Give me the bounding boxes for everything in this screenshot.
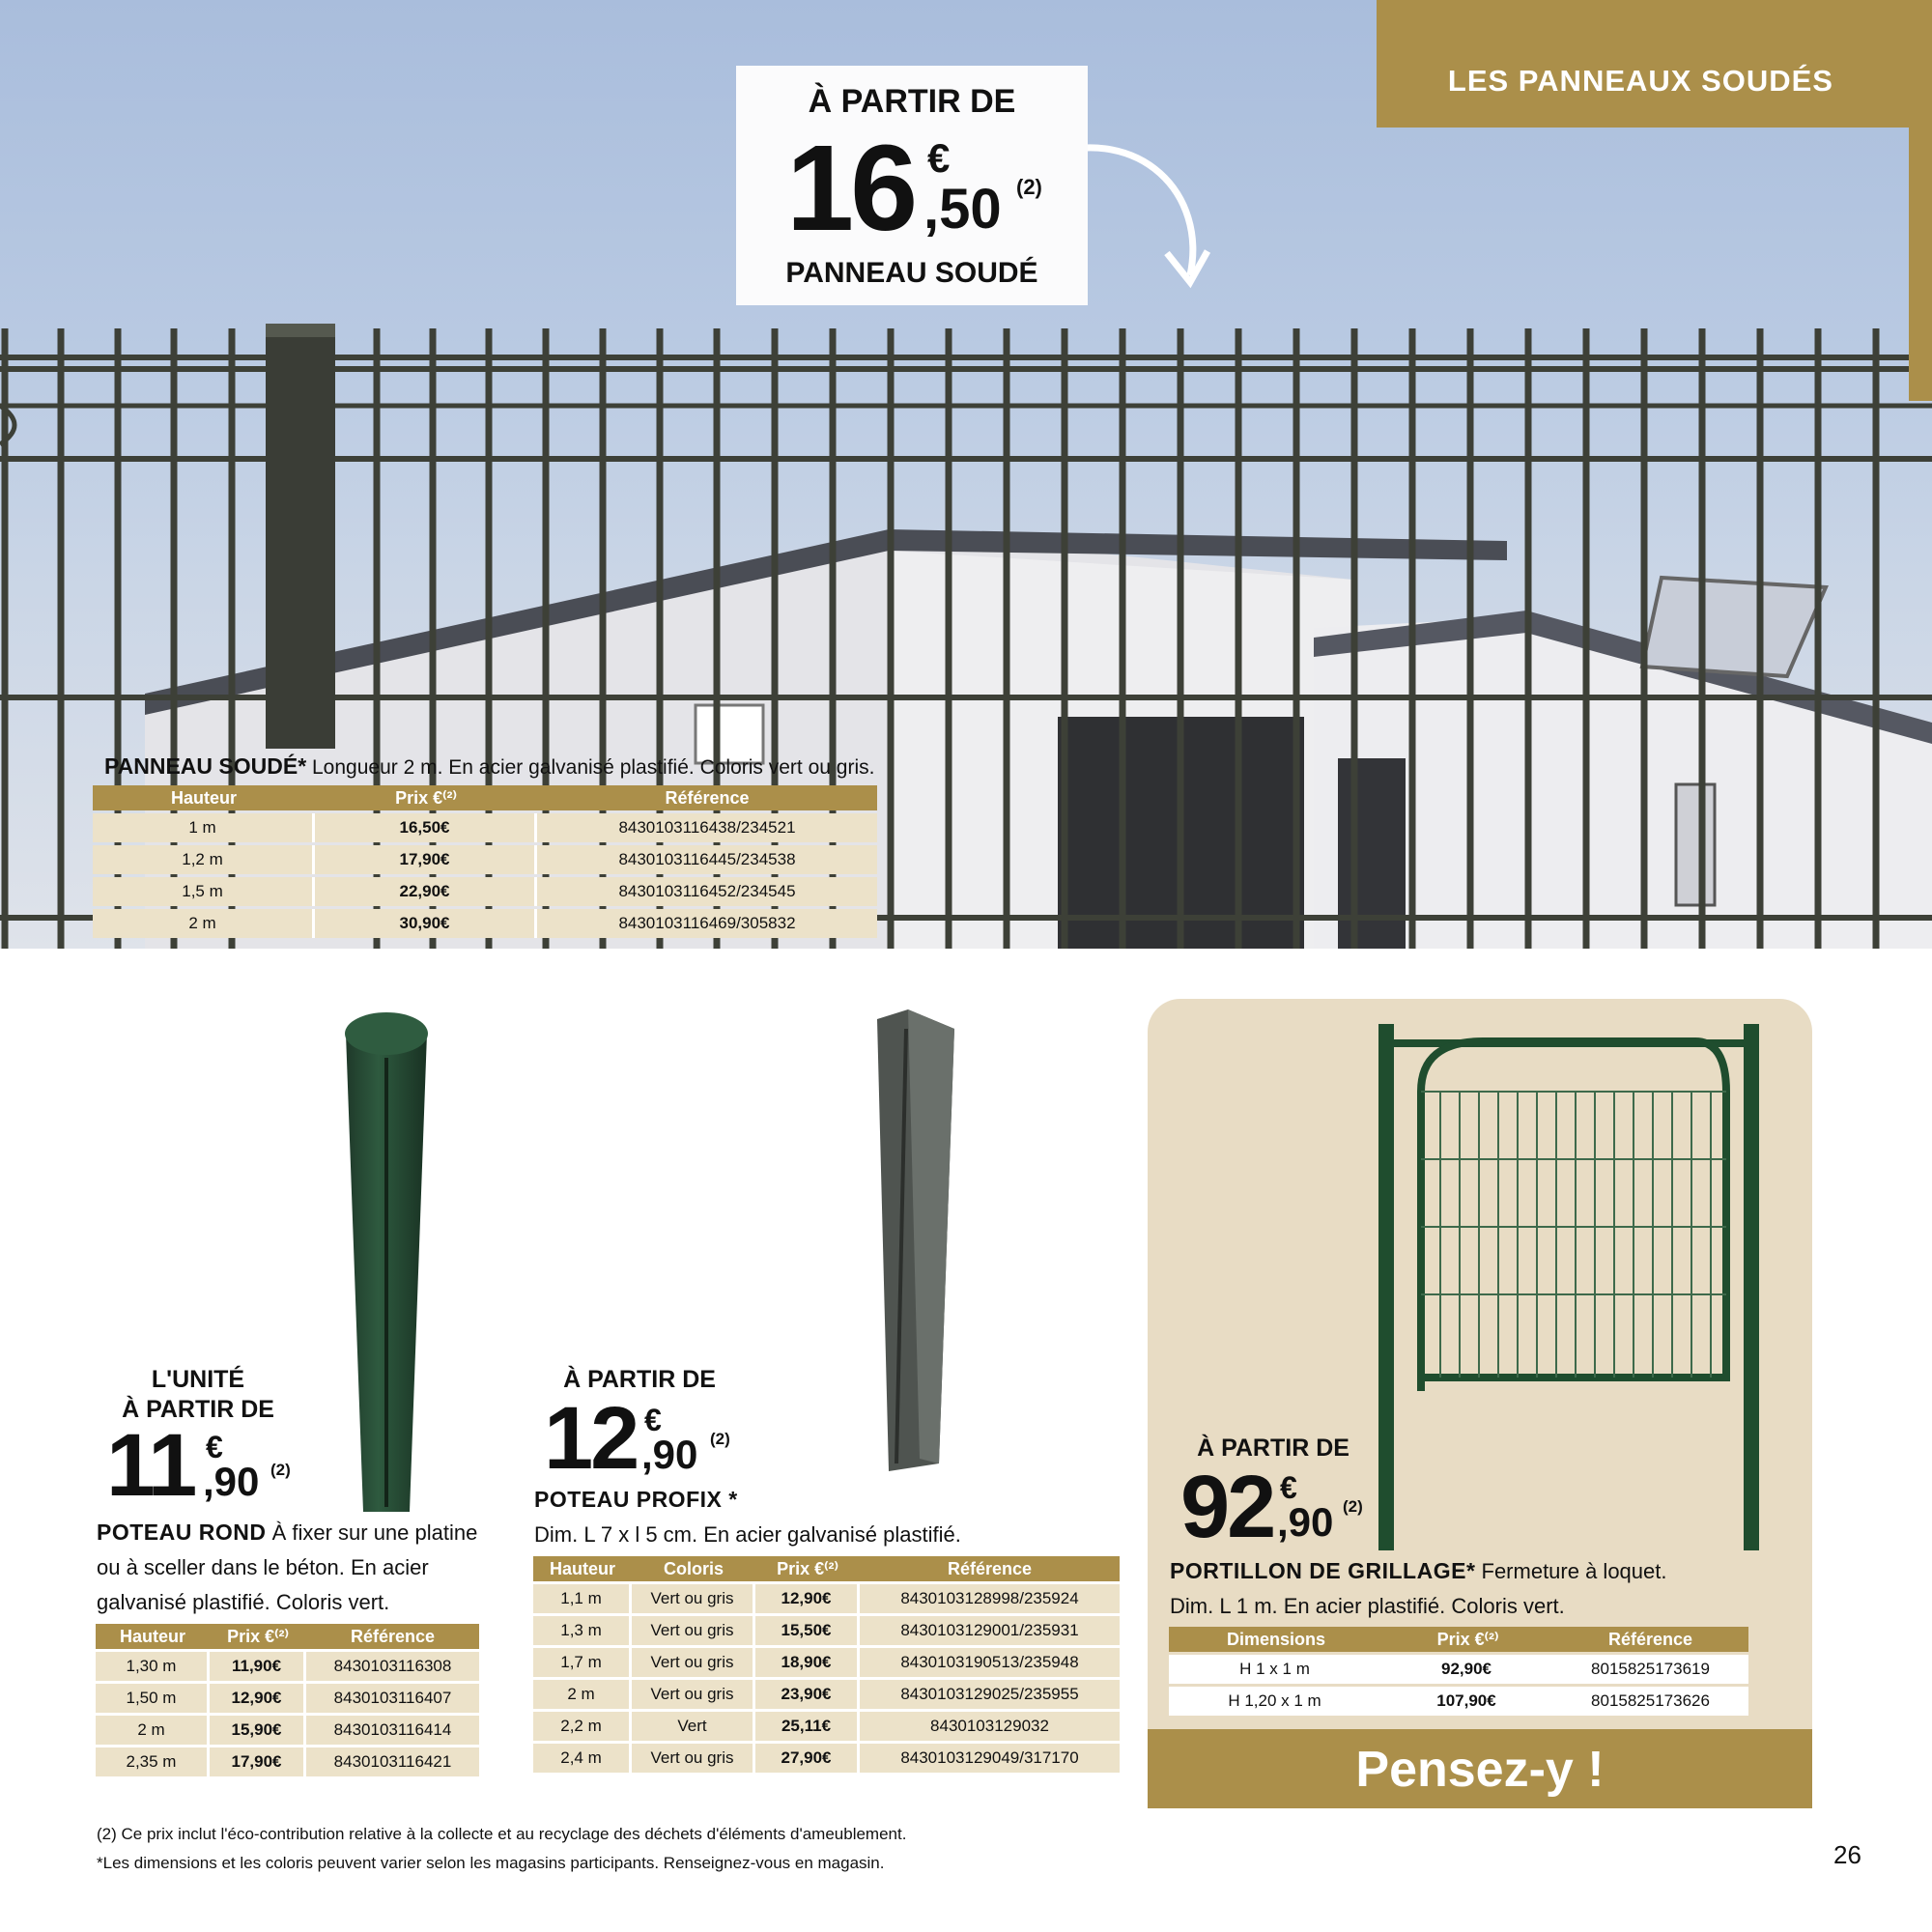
profix-description	[534, 1482, 1017, 1552]
cell-prix: 92,90€	[1383, 1655, 1552, 1684]
table-header-row	[96, 1624, 479, 1649]
cell-hauteur: 2,4 m	[533, 1744, 632, 1773]
table-row	[1169, 1687, 1748, 1716]
portillon-price-cents: ,90	[1277, 1499, 1334, 1545]
cell-reference: 8430103116407	[306, 1684, 479, 1713]
table-row	[93, 813, 877, 842]
table-row	[96, 1747, 479, 1776]
portillon-price-currency: €	[1280, 1470, 1297, 1505]
cell-prix: 17,90€	[210, 1747, 306, 1776]
portillon-image	[1367, 1014, 1773, 1555]
panneau-name: PANNEAU SOUDÉ*	[104, 753, 307, 779]
cell-prix: 107,90€	[1383, 1687, 1552, 1716]
col-hauteur: Hauteur	[96, 1624, 210, 1649]
cell-reference: 8430103190513/235948	[860, 1648, 1120, 1677]
profix-price-note: (2)	[710, 1430, 730, 1448]
cell-prix: 15,90€	[210, 1716, 306, 1745]
cell-prix: 11,90€	[210, 1652, 306, 1681]
profix-price-label: À PARTIR DE	[563, 1366, 716, 1393]
col-hauteur: Hauteur	[93, 785, 315, 810]
rond-desc-3: galvanisé plastifié. Coloris vert.	[97, 1590, 390, 1614]
col-prix: Prix €⁽²⁾	[755, 1556, 860, 1581]
poteau-profix-image	[869, 1009, 966, 1473]
cell-reference: 8430103116421	[306, 1747, 479, 1776]
table-row	[533, 1744, 1120, 1773]
rond-desc-2: ou à sceller dans le béton. En acier	[97, 1555, 429, 1579]
cell-hauteur: 1,1 m	[533, 1584, 632, 1613]
cell-coloris: Vert ou gris	[632, 1744, 755, 1773]
rond-price-units: 11	[106, 1416, 195, 1515]
cell-reference: 8015825173619	[1552, 1655, 1748, 1684]
portillon-price-label: À PARTIR DE	[1197, 1435, 1350, 1462]
rond-description	[97, 1515, 483, 1620]
poteau-rond-image	[328, 1005, 444, 1517]
cell-reference: 8430103116438/234521	[537, 813, 877, 842]
rond-price-label-2: À PARTIR DE	[122, 1396, 274, 1423]
cell-hauteur: 2,35 m	[96, 1747, 210, 1776]
cell-dimensions: H 1,20 x 1 m	[1169, 1687, 1383, 1716]
table-row	[96, 1716, 479, 1745]
table-row	[533, 1648, 1120, 1677]
profix-price-units: 12	[544, 1389, 638, 1488]
cell-reference: 8430103128998/235924	[860, 1584, 1120, 1613]
profix-price-currency: €	[644, 1403, 662, 1437]
cell-prix: 25,11€	[755, 1712, 860, 1741]
cell-coloris: Vert ou gris	[632, 1584, 755, 1613]
table-header-row	[93, 785, 877, 810]
cell-hauteur: 1,2 m	[93, 845, 315, 874]
portillon-desc-1: Fermeture à loquet.	[1475, 1559, 1667, 1583]
table-row	[93, 845, 877, 874]
hero-price-currency: €	[927, 135, 951, 181]
cell-hauteur: 1,30 m	[96, 1652, 210, 1681]
rond-name: POTEAU ROND	[97, 1520, 267, 1545]
cell-prix: 27,90€	[755, 1744, 860, 1773]
gold-accent-strip	[1909, 128, 1932, 401]
cell-prix: 15,50€	[755, 1616, 860, 1645]
rond-price-label-1: L'UNITÉ	[151, 1366, 245, 1393]
col-reference: Référence	[860, 1556, 1120, 1581]
col-reference: Référence	[537, 785, 877, 810]
cell-prix: 22,90€	[315, 877, 537, 906]
cell-hauteur: 2 m	[96, 1716, 210, 1745]
cell-prix: 30,90€	[315, 909, 537, 938]
footnotes	[97, 1820, 906, 1878]
portillon-description	[1170, 1553, 1788, 1624]
table-row	[533, 1680, 1120, 1709]
col-prix: Prix €⁽²⁾	[210, 1624, 306, 1649]
cell-hauteur: 2 m	[533, 1680, 632, 1709]
table-row	[96, 1684, 479, 1713]
panneau-description	[104, 753, 874, 780]
portillon-table	[1169, 1624, 1748, 1719]
cell-hauteur: 1,7 m	[533, 1648, 632, 1677]
table-row	[93, 877, 877, 906]
cell-coloris: Vert ou gris	[632, 1616, 755, 1645]
table-row	[1169, 1655, 1748, 1684]
cell-reference: 8430103129049/317170	[860, 1744, 1120, 1773]
col-reference: Référence	[306, 1624, 479, 1649]
portillon-desc-2: Dim. L 1 m. En acier plastifié. Coloris vert.	[1170, 1594, 1565, 1618]
cell-reference: 8430103129001/235931	[860, 1616, 1120, 1645]
rond-desc-1: À fixer sur une platine	[266, 1520, 478, 1545]
col-dimensions: Dimensions	[1169, 1627, 1383, 1652]
cell-prix: 23,90€	[755, 1680, 860, 1709]
cell-coloris: Vert ou gris	[632, 1648, 755, 1677]
section-tab	[1377, 0, 1932, 128]
table-row	[533, 1712, 1120, 1741]
cell-prix: 12,90€	[755, 1584, 860, 1613]
page-number: 26	[1833, 1840, 1861, 1869]
rond-price-currency: €	[206, 1430, 223, 1464]
cell-reference: 8430103116414	[306, 1716, 479, 1745]
portillon-price-units: 92	[1180, 1458, 1274, 1556]
col-reference: Référence	[1552, 1627, 1748, 1652]
cell-hauteur: 1 m	[93, 813, 315, 842]
poteau-rond-table	[96, 1621, 479, 1779]
hero-price-product: PANNEAU SOUDÉ	[785, 257, 1038, 289]
cell-coloris: Vert ou gris	[632, 1680, 755, 1709]
portillon-name: PORTILLON DE GRILLAGE*	[1170, 1558, 1476, 1583]
hero-price-note: (2)	[1016, 175, 1042, 199]
rond-price-cents: ,90	[203, 1459, 260, 1504]
table-row	[533, 1584, 1120, 1613]
hero-price-cents: ,50	[923, 178, 1002, 241]
panneau-table	[93, 782, 877, 941]
hero-price-units: 16	[786, 120, 915, 256]
portillon-price-note: (2)	[1343, 1497, 1363, 1516]
col-hauteur: Hauteur	[533, 1556, 632, 1581]
cell-reference: 8430103116445/234538	[537, 845, 877, 874]
cell-prix: 18,90€	[755, 1648, 860, 1677]
cell-reference: 8015825173626	[1552, 1687, 1748, 1716]
cell-hauteur: 2 m	[93, 909, 315, 938]
rond-price-note: (2)	[270, 1461, 291, 1479]
table-row	[93, 909, 877, 938]
cell-prix: 12,90€	[210, 1684, 306, 1713]
col-prix: Prix €⁽²⁾	[315, 785, 537, 810]
table-header-row	[1169, 1627, 1748, 1652]
table-row	[96, 1652, 479, 1681]
cell-prix: 16,50€	[315, 813, 537, 842]
footnote-eco: (2) Ce prix inclut l'éco-contribution relative à la collecte et au recyclage des déchets d'éléments d'ameublement.	[97, 1825, 907, 1843]
cell-prix: 17,90€	[315, 845, 537, 874]
pensez-y-banner	[1148, 1729, 1812, 1808]
profix-desc: Dim. L 7 x l 5 cm. En acier galvanisé plastifié.	[534, 1522, 961, 1547]
cell-hauteur: 1,50 m	[96, 1684, 210, 1713]
hero-price-box	[736, 66, 1088, 305]
panneau-desc: Longueur 2 m. En acier galvanisé plastifié. Coloris vert ou gris.	[312, 756, 875, 779]
cell-reference: 8430103116469/305832	[537, 909, 877, 938]
poteau-profix-table	[533, 1553, 1120, 1776]
cell-reference: 8430103116452/234545	[537, 877, 877, 906]
cell-dimensions: H 1 x 1 m	[1169, 1655, 1383, 1684]
cell-reference: 8430103116308	[306, 1652, 479, 1681]
cell-hauteur: 2,2 m	[533, 1712, 632, 1741]
table-row	[533, 1616, 1120, 1645]
footnote-dimensions: *Les dimensions et les coloris peuvent varier selon les magasins participants. Renseignez-vous en magasin.	[97, 1854, 885, 1872]
profix-name: POTEAU PROFIX *	[534, 1487, 738, 1512]
col-coloris: Coloris	[632, 1556, 755, 1581]
table-header-row	[533, 1556, 1120, 1581]
cell-hauteur: 1,3 m	[533, 1616, 632, 1645]
cell-hauteur: 1,5 m	[93, 877, 315, 906]
cell-reference: 8430103129025/235955	[860, 1680, 1120, 1709]
pensez-y-text: Pensez-y !	[1355, 1742, 1605, 1798]
section-title: LES PANNEAUX SOUDÉS	[1447, 64, 1833, 98]
profix-price-cents: ,90	[641, 1432, 698, 1477]
col-prix: Prix €⁽²⁾	[1383, 1627, 1552, 1652]
hero-price-prefix: À PARTIR DE	[808, 83, 1016, 120]
cell-reference: 8430103129032	[860, 1712, 1120, 1741]
cell-coloris: Vert	[632, 1712, 755, 1741]
